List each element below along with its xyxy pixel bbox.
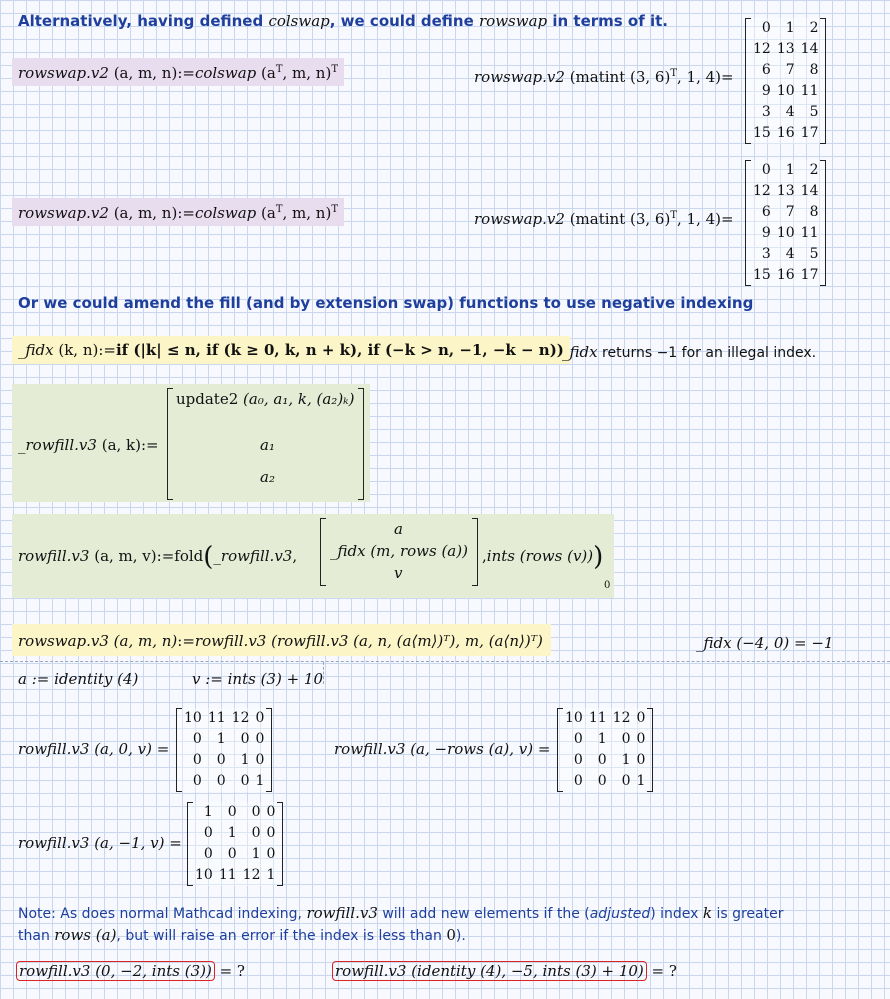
matrix-row	[750, 265, 821, 286]
rowswap-v3-definition[interactable]: rowswap.v3 (a, m, n):=rowfill.v3 (rowfill.v3 (a, n, (a⟨m⟩)ᵀ), m, (a⟨n⟩)ᵀ)	[12, 624, 551, 656]
matrix-cell: 11	[800, 225, 819, 241]
matrix-cell: 1	[597, 731, 607, 747]
note-text: , but will raise an error if the index is less than	[116, 928, 447, 944]
a-assignment[interactable]: a := identity (4)	[18, 670, 139, 688]
matrix-row	[750, 81, 821, 102]
matrix-cell: 12	[231, 710, 250, 726]
fn-name: rowfill.v3	[18, 547, 90, 565]
note-text: is greater	[712, 906, 784, 922]
matrix-row	[750, 244, 821, 265]
heading-text-mid: , we could define	[329, 12, 480, 30]
matrix-cell: 1	[266, 867, 276, 883]
matrix-cell: 5	[809, 246, 819, 262]
matrix-cell: 1	[216, 731, 226, 747]
v-assignment[interactable]: v := ints (3) + 10	[192, 670, 324, 688]
matrix-row	[181, 729, 267, 750]
matrix-cell: 1	[621, 752, 631, 768]
region-divider-vertical	[323, 662, 324, 684]
matrix-cell: 0	[573, 731, 583, 747]
matrix-cell: 8	[809, 62, 819, 78]
matrix-cell: 17	[800, 267, 819, 283]
matrix-cell: 0	[597, 752, 607, 768]
matrix-cell: 1	[255, 773, 265, 789]
matrix-cell: 0	[636, 752, 646, 768]
fn-args: (a, m, v)	[94, 547, 157, 565]
matrix-cell: 2	[809, 162, 819, 178]
matrix-row	[181, 708, 267, 729]
matrix-cell: 16	[776, 267, 795, 283]
error-highlight: rowfill.v3 (identity (4), −5, ints (3) + 10)	[332, 961, 647, 981]
matrix-cell: 13	[776, 183, 795, 199]
vector-left-bracket	[320, 518, 326, 586]
matint-call: (matint (3, 6)	[569, 210, 671, 228]
matrix-cell: 0	[216, 752, 226, 768]
transpose-mark: T	[331, 64, 338, 75]
fold-call: fold	[174, 547, 204, 565]
error-highlight: rowfill.v3 (0, −2, ints (3))	[16, 961, 215, 981]
update2-call: update2	[176, 390, 239, 408]
colswap-call: colswap	[194, 64, 257, 82]
matrix-cell: 5	[809, 104, 819, 120]
transpose-mark: T	[670, 210, 678, 221]
note-text: ) index	[650, 906, 703, 922]
program-line-2: a₁	[260, 436, 275, 454]
matrix-cell: 12	[753, 41, 771, 57]
rowfill-eval-3[interactable]: rowfill.v3 (a, −1, v) =	[18, 834, 182, 852]
matrix-cell: 7	[785, 204, 795, 220]
matrix-row	[192, 823, 278, 844]
note-text: ).	[455, 928, 466, 944]
matrix-cell: 6	[761, 204, 771, 220]
rowfill-ref: rowfill.v3	[306, 904, 378, 922]
matrix-cell: 1	[251, 846, 261, 862]
matrix-row	[750, 202, 821, 223]
ints-arg: ,ints (rows (v)))	[482, 542, 604, 572]
colswap-args-post: , m, n)	[282, 204, 332, 222]
matrix-cell: 1	[227, 825, 237, 841]
transpose-mark: T	[670, 68, 678, 79]
matrix-cell: 1	[785, 20, 795, 36]
matrix-cell: 1	[785, 162, 795, 178]
rowswap-v3-lhs: rowswap.v3 (a, m, n)	[18, 632, 178, 650]
matrix-row	[192, 844, 278, 865]
note-adjusted: adjusted	[589, 906, 651, 922]
transpose-mark: T	[275, 64, 283, 75]
matrix-cell: 0	[240, 731, 250, 747]
ints-call: ints (rows (v))	[486, 547, 594, 565]
fidx-note-text: returns −1 for an illegal index.	[597, 345, 817, 361]
matint-call: (matint (3, 6)	[569, 68, 671, 86]
equals-sign: =	[721, 210, 734, 228]
fn-args: (a, m, n)	[113, 64, 178, 82]
heading-text-post: in terms of it.	[547, 12, 668, 30]
matrix-row	[562, 750, 648, 771]
matrix-row	[192, 865, 278, 886]
matrix-cell: 0	[266, 804, 276, 820]
matrix-row	[181, 750, 267, 771]
matrix-cell: 15	[753, 267, 771, 283]
matrix-cell: 10	[776, 225, 795, 241]
matrix-cell: 8	[809, 204, 819, 220]
matrix-cell: 12	[753, 183, 771, 199]
rowswap-v3-rhs: rowfill.v3 (rowfill.v3 (a, n, (a⟨m⟩)ᵀ), m, (a⟨n⟩)ᵀ)	[194, 632, 543, 650]
matrix-cell: 0	[192, 731, 202, 747]
matrix-cell: 0	[216, 773, 226, 789]
heading-text: Alternatively, having defined	[18, 12, 269, 30]
error-result: = ?	[214, 962, 245, 980]
result-matrix-2	[745, 160, 826, 286]
heading-negative-indexing: Or we could amend the fill (and by extension swap) functions to use negative indexing	[18, 294, 754, 312]
matrix-cell: 0	[192, 752, 202, 768]
rowfill-inner-definition[interactable]	[12, 384, 370, 502]
matrix-row	[562, 729, 648, 750]
transpose-mark: T	[331, 204, 338, 215]
inner-fn-ref: _rowfill.v3	[213, 547, 293, 565]
rowswap-v2-evaluation-1[interactable]	[474, 68, 734, 86]
rowfill-eval-1[interactable]: rowfill.v3 (a, 0, v) =	[18, 740, 170, 758]
matrix-cell: 0	[192, 773, 202, 789]
fn-args: (k, n)	[58, 341, 99, 359]
matrix-cell: 14	[800, 41, 819, 57]
result-matrix-am1	[187, 802, 283, 886]
matrix-cell: 0	[227, 846, 237, 862]
matrix-cell: 12	[612, 710, 631, 726]
matrix-cell: 9	[761, 225, 771, 241]
colswap-args-pre: (a	[261, 204, 276, 222]
colswap-call: colswap	[194, 204, 257, 222]
rowfill-eval-2[interactable]: rowfill.v3 (a, −rows (a), v) =	[334, 740, 551, 758]
matrix-row	[750, 39, 821, 60]
assign-op: :=	[177, 64, 195, 82]
matrix-cell: 1	[636, 773, 646, 789]
fidx-body: if (|k| ≤ n, if (k ≥ 0, k, n + k), if (−k > n, −1, −k − n))	[115, 341, 564, 359]
result-matrix-a-rows	[557, 708, 653, 792]
matrix-cell: 4	[785, 246, 795, 262]
matrix-cell: 12	[242, 867, 261, 883]
matrix-row	[750, 123, 821, 144]
rowfill-inner-lhs: _rowfill.v3 (a, k):=	[18, 436, 159, 454]
matrix-row	[750, 181, 821, 202]
matrix-cell: 16	[776, 125, 795, 141]
matrix-row	[750, 160, 821, 181]
assign-op: :=	[177, 204, 195, 222]
fidx-note	[562, 342, 816, 361]
matrix-row	[192, 802, 278, 823]
matrix-cell: 10	[565, 710, 583, 726]
matrix-cell: 17	[800, 125, 819, 141]
matrix-cell: 10	[195, 867, 213, 883]
matrix-cell: 9	[761, 83, 771, 99]
error-eval-2[interactable]	[332, 962, 677, 980]
rows-ref: rows (a)	[54, 926, 117, 944]
vector-bot: v	[394, 564, 403, 582]
matrix-cell: 0	[203, 825, 213, 841]
left-bracket	[167, 388, 173, 500]
heading-rowswap-intro	[18, 12, 668, 30]
matrix-cell: 10	[776, 83, 795, 99]
fn-name: rowswap.v2	[474, 210, 565, 228]
rowswap-v2-definition-2[interactable]	[12, 198, 344, 226]
colswap-ref: colswap	[268, 12, 330, 30]
matrix-row	[750, 223, 821, 244]
rowswap-v2-definition-1[interactable]	[12, 58, 344, 86]
fidx-evaluation[interactable]: _fidx (−4, 0) = −1	[696, 634, 834, 652]
matrix-cell: 0	[621, 731, 631, 747]
matrix-cell: 0	[255, 731, 265, 747]
fn-name: _rowfill.v3	[18, 436, 97, 454]
matrix-cell: 3	[761, 246, 771, 262]
vector-mid: _fidx (m, rows (a))	[330, 542, 468, 560]
fold-subscript: 0	[604, 580, 611, 591]
matrix-cell: 6	[761, 62, 771, 78]
matrix-cell: 7	[785, 62, 795, 78]
transpose-mark: T	[275, 204, 283, 215]
program-line-1	[176, 390, 355, 408]
region-divider	[0, 661, 890, 662]
rowswap-ref: rowswap	[479, 12, 548, 30]
matrix-cell: 15	[753, 125, 771, 141]
matrix-cell: 0	[573, 752, 583, 768]
right-bracket	[358, 388, 364, 500]
zero-ref: 0	[446, 926, 456, 944]
colswap-args-post: , m, n)	[282, 64, 332, 82]
rowfill-v3-definition[interactable]	[12, 514, 614, 598]
fidx-ref: _fidx	[562, 343, 598, 361]
fn-args: (a, m, n)	[113, 204, 178, 222]
note-text: will add new elements if the (	[377, 906, 590, 922]
matrix-cell: 14	[800, 183, 819, 199]
matrix-cell: 0	[203, 846, 213, 862]
matrix-cell: 0	[227, 804, 237, 820]
matrix-cell: 0	[255, 710, 265, 726]
fn-name: rowswap.v2	[18, 64, 109, 82]
note-text: Note: As does normal Mathcad indexing,	[18, 906, 307, 922]
fn-name: _fidx	[18, 341, 54, 359]
program-line-3: a₂	[260, 468, 275, 486]
matrix-cell: 11	[207, 710, 226, 726]
matrix-cell: 0	[621, 773, 631, 789]
matrix-cell: 13	[776, 41, 795, 57]
matrix-cell: 0	[251, 825, 261, 841]
matrix-cell: 0	[266, 825, 276, 841]
matrix-cell: 4	[785, 104, 795, 120]
matrix-row	[750, 102, 821, 123]
matrix-cell: 1	[203, 804, 213, 820]
matrix-cell: 2	[809, 20, 819, 36]
error-eval-1[interactable]	[16, 962, 245, 980]
matrix-cell: 1	[240, 752, 250, 768]
matint-args: , 1, 4)	[677, 68, 722, 86]
fn-name: rowswap.v2	[474, 68, 565, 86]
note-line-1	[18, 904, 783, 922]
result-matrix-1	[745, 18, 826, 144]
matrix-row	[750, 60, 821, 81]
matrix-cell: 11	[588, 710, 607, 726]
matrix-cell: 0	[636, 710, 646, 726]
matrix-cell: 0	[240, 773, 250, 789]
matint-args: , 1, 4)	[677, 210, 722, 228]
error-result: = ?	[646, 962, 677, 980]
rowfill-v3-lhs: rowfill.v3 (a, m, v):=fold(_rowfill.v3,	[18, 542, 298, 572]
matrix-cell: 0	[573, 773, 583, 789]
vector-right-bracket	[472, 518, 478, 586]
matrix-cell: 0	[266, 846, 276, 862]
matrix-row	[181, 771, 267, 792]
note-line-2	[18, 926, 466, 944]
fn-name: rowswap.v2	[18, 204, 109, 222]
matrix-cell: 0	[636, 731, 646, 747]
matrix-cell: 11	[800, 83, 819, 99]
matrix-cell: 0	[255, 752, 265, 768]
matrix-cell: 3	[761, 104, 771, 120]
equals-sign: =	[721, 68, 734, 86]
rowswap-v2-evaluation-2[interactable]	[474, 210, 734, 228]
fidx-definition[interactable]: _fidx (k, n):=if (|k| ≤ n, if (k ≥ 0, k, n + k), if (−k > n, −1, −k − n))	[12, 336, 570, 364]
matrix-row	[562, 708, 648, 729]
k-ref: k	[702, 904, 712, 922]
matrix-cell: 0	[761, 20, 771, 36]
matrix-cell: 10	[184, 710, 202, 726]
update2-args: (a₀, a₁, k, (a₂)ₖ)	[243, 390, 355, 408]
note-text: than	[18, 928, 55, 944]
fn-args: (a, k)	[101, 436, 141, 454]
matrix-cell: 0	[597, 773, 607, 789]
colswap-args-pre: (a	[261, 64, 276, 82]
matrix-cell: 0	[251, 804, 261, 820]
result-matrix-a0	[176, 708, 272, 792]
matrix-row	[750, 18, 821, 39]
matrix-cell: 11	[218, 867, 237, 883]
vector-top: a	[394, 520, 403, 538]
matrix-cell: 0	[761, 162, 771, 178]
matrix-row	[562, 771, 648, 792]
